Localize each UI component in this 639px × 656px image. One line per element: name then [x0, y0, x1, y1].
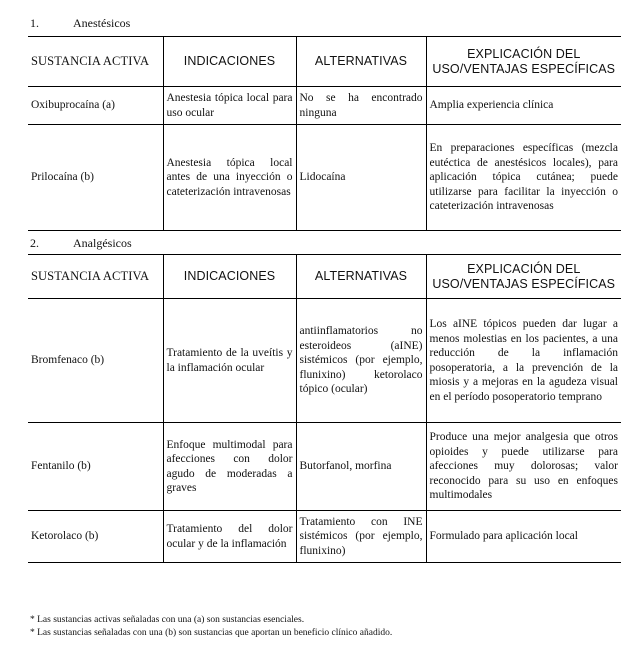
- section-2-number: 2.: [30, 236, 39, 250]
- cell-explanation: En preparaciones específicas (mezcla eutéctica de anestésicos locales), para aplicación tópica cutánea; puede utilizarse para facilitar la inyección o cateterización intravenosas: [426, 125, 621, 231]
- section-1-title: [30, 16, 130, 31]
- cell-substance: Bromfenaco (b): [28, 299, 163, 423]
- footnote-b: * Las sustancias señaladas con una (b) son sustancias que aportan un beneficio clínico añadido.: [30, 628, 393, 638]
- header-active-substance: SUSTANCIA ACTIVA: [28, 255, 163, 299]
- cell-substance: Oxibuprocaína (a): [28, 87, 163, 125]
- anesthetics-table: [28, 36, 621, 231]
- cell-alternatives: antiinflamatorios no esteroideos (aINE) sistémicos (por ejemplo, flunixino) ketorolaco tópico (ocular): [296, 299, 426, 423]
- section-2-label: Analgésicos: [73, 236, 132, 250]
- cell-substance: Prilocaína (b): [28, 125, 163, 231]
- table-header-row: [28, 255, 621, 299]
- analgesics-table: [28, 254, 621, 563]
- cell-indications: Tratamiento de la uveítis y la inflamación ocular: [163, 299, 296, 423]
- footnotes: [30, 614, 392, 640]
- header-alternatives: ALTERNATIVAS: [296, 255, 426, 299]
- header-indications: INDICACIONES: [163, 255, 296, 299]
- header-explanation: EXPLICACIÓN DEL USO/VENTAJAS ESPECÍFICAS: [426, 37, 621, 87]
- cell-alternatives: No se ha encontrado ninguna: [296, 87, 426, 125]
- table-row: [28, 511, 621, 563]
- header-indications: INDICACIONES: [163, 37, 296, 87]
- cell-indications: Anestesia tópica local para uso ocular: [163, 87, 296, 125]
- cell-substance: Ketorolaco (b): [28, 511, 163, 563]
- cell-explanation: Produce una mejor analgesia que otros opioides y puede utilizarse para afecciones muy dolorosas; valor reconocido para su uso en enfoques multimodales: [426, 423, 621, 511]
- table-row: [28, 125, 621, 231]
- table-header-row: [28, 37, 621, 87]
- cell-alternatives: Lidocaína: [296, 125, 426, 231]
- cell-alternatives: Butorfanol, morfina: [296, 423, 426, 511]
- cell-explanation: Formulado para aplicación local: [426, 511, 621, 563]
- cell-substance: Fentanilo (b): [28, 423, 163, 511]
- header-active-substance: SUSTANCIA ACTIVA: [28, 37, 163, 87]
- footnote-a: * Las sustancias activas señaladas con una (a) son sustancias esenciales.: [30, 615, 305, 625]
- header-explanation: EXPLICACIÓN DEL USO/VENTAJAS ESPECÍFICAS: [426, 255, 621, 299]
- cell-indications: Tratamiento del dolor ocular y de la inflamación: [163, 511, 296, 563]
- header-alternatives: ALTERNATIVAS: [296, 37, 426, 87]
- section-1-label: Anestésicos: [73, 16, 131, 30]
- section-1-number: 1.: [30, 16, 39, 30]
- table-row: [28, 87, 621, 125]
- table-row: [28, 423, 621, 511]
- cell-indications: Anestesia tópica local antes de una inyección o cateterización intravenosas: [163, 125, 296, 231]
- table-row: [28, 299, 621, 423]
- cell-alternatives: Tratamiento con INE sistémicos (por ejemplo, flunixino): [296, 511, 426, 563]
- cell-explanation: Los aINE tópicos pueden dar lugar a menos molestias en los pacientes, a una reducción de la inflamación posoperatoria, a la prevención de la miosis y a mejoras en la agudeza visual en el período posoperatorio temprano: [426, 299, 621, 423]
- cell-explanation: Amplia experiencia clínica: [426, 87, 621, 125]
- section-2-title: [30, 236, 132, 251]
- cell-indications: Enfoque multimodal para afecciones con dolor agudo de moderadas a graves: [163, 423, 296, 511]
